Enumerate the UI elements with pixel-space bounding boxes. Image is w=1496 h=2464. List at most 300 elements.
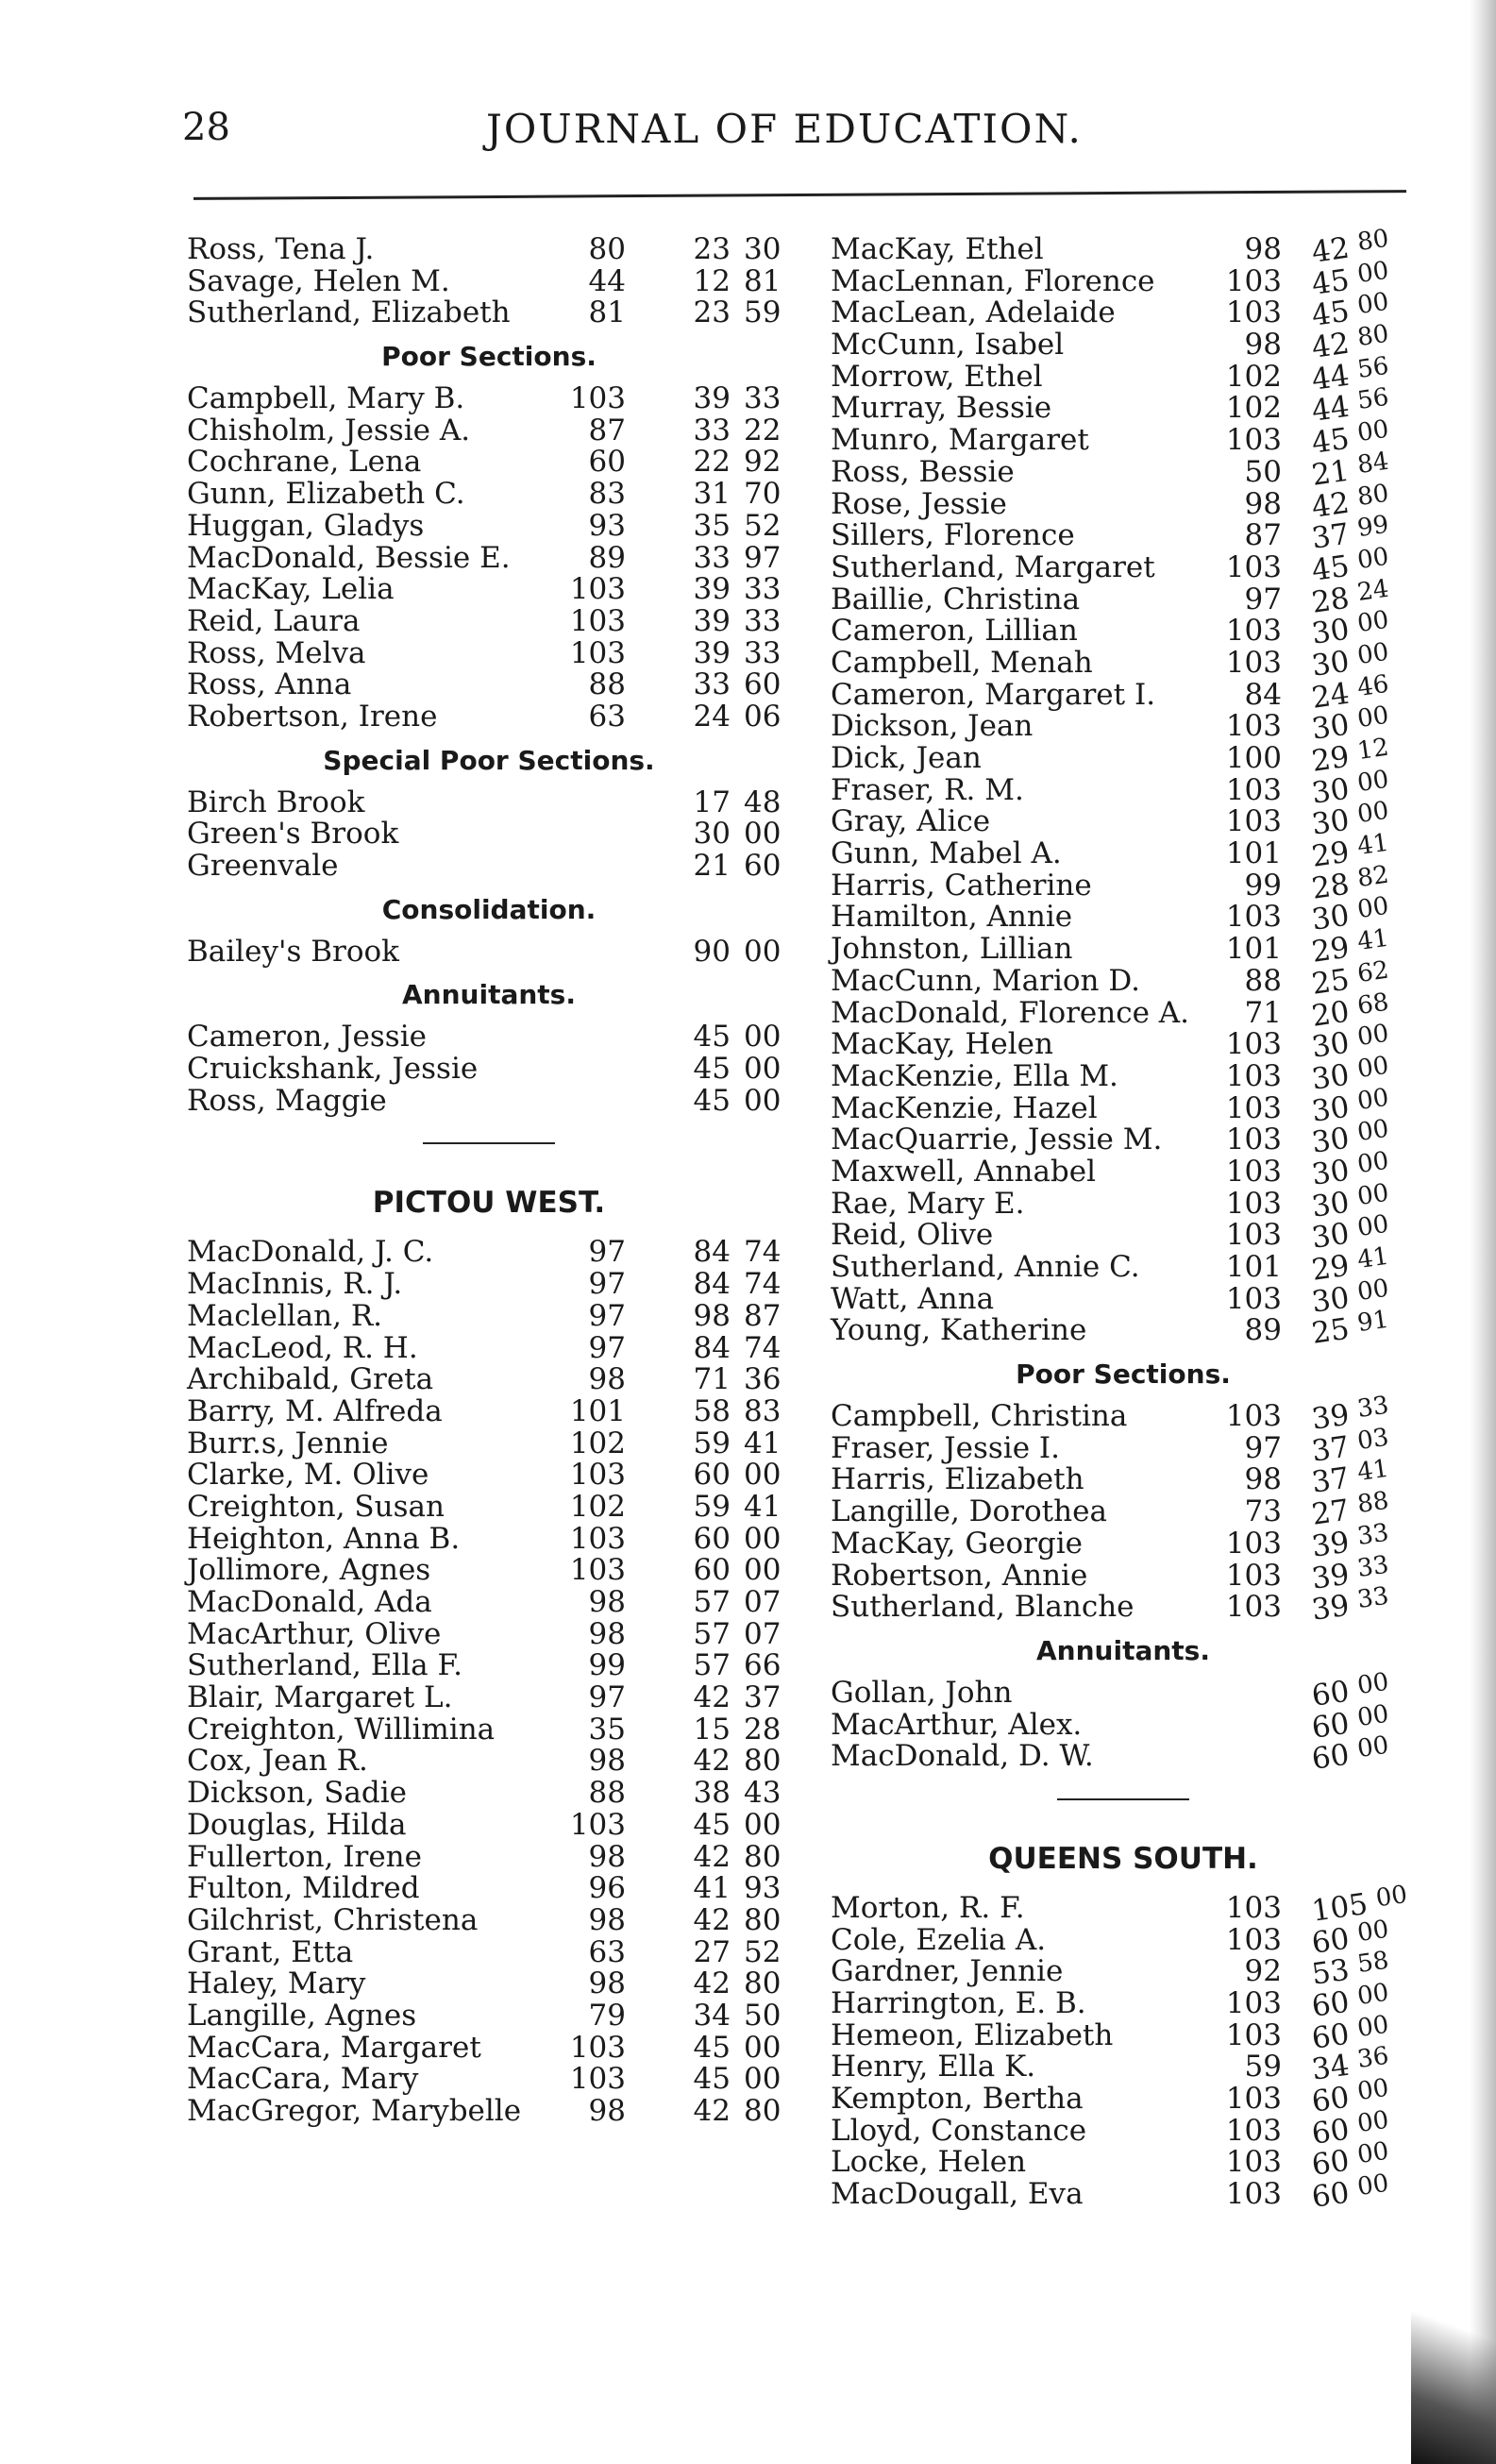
grant-cents: 00 bbox=[1355, 1178, 1391, 1211]
teacher-name: MacKay, Georgie bbox=[831, 1526, 1084, 1561]
grant-dollars: 23 bbox=[693, 232, 731, 266]
days-taught: 98 bbox=[1244, 486, 1282, 521]
grant-dollars: 29 bbox=[1309, 930, 1352, 970]
grant-cents: 80 bbox=[744, 1744, 782, 1779]
grant-cents: 00 bbox=[1373, 1880, 1409, 1914]
teacher-name: Kempton, Bertha bbox=[831, 2082, 1084, 2117]
table-row bbox=[831, 1947, 1416, 1993]
grant-cents: 00 bbox=[1355, 1978, 1391, 2012]
teacher-name: Huggan, Gladys bbox=[187, 508, 425, 543]
teacher-name: Reid, Laura bbox=[187, 603, 361, 638]
teacher-name: Ross, Maggie bbox=[187, 1083, 387, 1118]
days-taught: 97 bbox=[588, 1298, 626, 1333]
table-row bbox=[831, 1667, 1416, 1713]
teacher-name: MacDonald, Bessie E. bbox=[187, 540, 511, 575]
table-row bbox=[187, 1237, 791, 1269]
table-row bbox=[187, 787, 791, 819]
table-row bbox=[831, 1051, 1416, 1097]
teacher-name: MacCunn, Marion D. bbox=[831, 963, 1140, 998]
grant-cents: 46 bbox=[1355, 669, 1391, 702]
grant-dollars: 60 bbox=[1309, 2017, 1352, 2056]
grant-dollars: 60 bbox=[693, 1521, 731, 1556]
grant-dollars: 45 bbox=[1309, 548, 1352, 588]
grant-cents: 41 bbox=[1355, 1241, 1391, 1275]
grant-cents: 07 bbox=[744, 1616, 782, 1651]
table-row bbox=[831, 574, 1416, 620]
teacher-name: Clarke, M. Olive bbox=[187, 1458, 429, 1493]
teacher-name: Greenvale bbox=[187, 849, 339, 883]
days-taught: 87 bbox=[1244, 518, 1282, 553]
grant-dollars: 45 bbox=[693, 1020, 731, 1055]
grant-cents: 87 bbox=[744, 1298, 782, 1333]
teacher-name: Langille, Agnes bbox=[187, 1998, 417, 2033]
days-taught: 93 bbox=[588, 508, 626, 543]
table-row bbox=[831, 1486, 1416, 1532]
days-taught: 103 bbox=[1225, 1890, 1282, 1925]
grant-cents: 41 bbox=[744, 1489, 782, 1524]
table-row bbox=[187, 1778, 791, 1810]
grant-cents: 00 bbox=[744, 1020, 782, 1055]
grant-cents: 28 bbox=[744, 1712, 782, 1747]
days-taught: 87 bbox=[588, 413, 626, 447]
table-row bbox=[831, 605, 1416, 652]
table-row bbox=[831, 1699, 1416, 1746]
grant-cents: 33 bbox=[1355, 1550, 1391, 1583]
grant-dollars: 33 bbox=[693, 667, 731, 702]
teacher-name: MacInnis, R. J. bbox=[187, 1267, 403, 1302]
days-taught: 103 bbox=[569, 1458, 626, 1493]
days-taught: 98 bbox=[588, 1966, 626, 2001]
table-row bbox=[831, 1581, 1416, 1629]
table-row bbox=[187, 383, 791, 415]
days-taught: 103 bbox=[1225, 423, 1282, 458]
grant-dollars: 25 bbox=[1309, 1312, 1352, 1352]
table-row bbox=[187, 1555, 791, 1587]
grant-cents: 41 bbox=[744, 1426, 782, 1460]
teacher-name: MacLennan, Florence bbox=[831, 263, 1155, 298]
grant-dollars: 60 bbox=[1309, 2144, 1352, 2184]
table-row bbox=[831, 1518, 1416, 1564]
days-taught: 103 bbox=[1225, 772, 1282, 807]
grant-dollars: 42 bbox=[693, 1902, 731, 1937]
table-row bbox=[831, 1019, 1416, 1066]
days-taught: 97 bbox=[1244, 1430, 1282, 1465]
grant-dollars: 59 bbox=[693, 1426, 731, 1460]
grant-cents: 00 bbox=[1355, 1730, 1391, 1764]
days-taught: 98 bbox=[588, 1616, 626, 1651]
grant-dollars: 60 bbox=[1309, 1984, 1352, 2024]
table-row bbox=[831, 892, 1416, 938]
teacher-name: Cameron, Margaret I. bbox=[831, 677, 1156, 712]
grant-cents: 00 bbox=[1355, 892, 1391, 925]
teacher-name: Watt, Anna bbox=[831, 1281, 995, 1316]
table-row bbox=[831, 828, 1416, 874]
teacher-name: Sutherland, Blanche bbox=[831, 1590, 1135, 1625]
table-row bbox=[187, 1521, 791, 1556]
grant-cents: 00 bbox=[1355, 1019, 1391, 1053]
days-taught: 101 bbox=[569, 1393, 626, 1428]
table-row bbox=[187, 1714, 791, 1747]
teacher-name: Fullerton, Irene bbox=[187, 1839, 422, 1874]
grant-cents: 33 bbox=[744, 572, 782, 607]
grant-dollars: 60 bbox=[1309, 1674, 1352, 1713]
grant-dollars: 35 bbox=[693, 508, 731, 543]
grant-dollars: 84 bbox=[693, 1330, 731, 1365]
days-taught: 103 bbox=[1225, 1986, 1282, 2020]
grant-dollars: 39 bbox=[693, 572, 731, 607]
teacher-name: Morrow, Ethel bbox=[831, 359, 1043, 394]
teacher-name: Dickson, Jean bbox=[831, 709, 1034, 744]
grant-dollars: 24 bbox=[693, 699, 731, 734]
teacher-name: MacKenzie, Hazel bbox=[831, 1090, 1098, 1125]
table-row bbox=[187, 819, 791, 851]
grant-dollars: 24 bbox=[1309, 676, 1352, 716]
days-taught: 103 bbox=[569, 1521, 626, 1556]
table-row bbox=[187, 447, 791, 479]
table-row bbox=[187, 1330, 791, 1365]
grant-cents: 48 bbox=[744, 785, 782, 819]
grant-cents: 00 bbox=[1355, 1699, 1391, 1732]
table-row bbox=[831, 1083, 1416, 1129]
teacher-name: Fulton, Mildred bbox=[187, 1871, 420, 1906]
teacher-name: MacKay, Lelia bbox=[187, 572, 395, 607]
grant-cents: 33 bbox=[744, 381, 782, 416]
table-row bbox=[187, 2000, 791, 2033]
days-taught: 103 bbox=[569, 635, 626, 670]
table-row bbox=[831, 987, 1416, 1034]
grant-dollars: 21 bbox=[1309, 453, 1352, 493]
table-row bbox=[831, 1391, 1416, 1437]
days-taught: 103 bbox=[1225, 1027, 1282, 1062]
days-taught: 103 bbox=[1225, 1122, 1282, 1157]
table-row bbox=[187, 415, 791, 447]
table-row bbox=[187, 1650, 791, 1682]
grant-dollars: 34 bbox=[1309, 2049, 1352, 2088]
teacher-name: MacQuarrie, Jessie M. bbox=[831, 1122, 1163, 1157]
days-taught: 88 bbox=[588, 1776, 626, 1811]
grant-dollars: 34 bbox=[693, 1998, 731, 2033]
teacher-name: Gray, Alice bbox=[831, 804, 991, 839]
days-taught: 83 bbox=[588, 477, 626, 512]
grant-dollars: 39 bbox=[693, 603, 731, 638]
table-row bbox=[187, 603, 791, 638]
days-taught: 103 bbox=[1225, 804, 1282, 839]
grant-cents: 56 bbox=[1355, 383, 1391, 416]
table-row bbox=[187, 1460, 791, 1492]
days-taught: 102 bbox=[569, 1489, 626, 1524]
teacher-name: Munro, Margaret bbox=[831, 423, 1089, 458]
teacher-name: MacDonald, J. C. bbox=[187, 1235, 434, 1270]
grant-cents: 92 bbox=[744, 445, 782, 480]
grant-cents: 58 bbox=[1355, 1947, 1391, 1980]
table-row bbox=[187, 1269, 791, 1301]
grant-cents: 60 bbox=[744, 849, 782, 883]
table-row bbox=[831, 256, 1416, 302]
grant-cents: 00 bbox=[1355, 414, 1391, 448]
grant-dollars: 60 bbox=[1309, 2175, 1352, 2215]
days-taught: 88 bbox=[588, 667, 626, 702]
table-row bbox=[187, 1616, 791, 1651]
days-taught: 102 bbox=[1225, 359, 1282, 394]
days-taught: 101 bbox=[1225, 836, 1282, 871]
grant-dollars: 29 bbox=[1309, 835, 1352, 874]
teacher-name: Gunn, Mabel A. bbox=[831, 836, 1062, 871]
days-taught: 63 bbox=[588, 699, 626, 734]
grant-dollars: 45 bbox=[693, 1807, 731, 1842]
days-taught: 101 bbox=[1225, 932, 1282, 967]
grant-cents: 00 bbox=[1355, 256, 1391, 289]
grant-cents: 36 bbox=[1355, 2042, 1391, 2075]
grant-cents: 00 bbox=[744, 1521, 782, 1556]
grant-dollars: 84 bbox=[693, 1235, 731, 1270]
table-row bbox=[187, 2064, 791, 2096]
days-taught: 103 bbox=[1225, 1590, 1282, 1625]
teacher-name: Harris, Elizabeth bbox=[831, 1462, 1084, 1497]
grant-cents: 80 bbox=[744, 1966, 782, 2001]
grant-dollars: 57 bbox=[693, 1585, 731, 1619]
teacher-name: Douglas, Hilda bbox=[187, 1807, 407, 1842]
teacher-name: Creighton, Willimina bbox=[187, 1712, 496, 1747]
grant-cents: 00 bbox=[1355, 1274, 1391, 1307]
table-row bbox=[831, 1978, 1416, 2024]
days-taught: 97 bbox=[588, 1235, 626, 1270]
grant-cents: 66 bbox=[744, 1648, 782, 1683]
table-row bbox=[831, 319, 1416, 365]
teacher-name: MacArthur, Olive bbox=[187, 1616, 442, 1651]
table-row bbox=[831, 2042, 1416, 2088]
grant-dollars: 30 bbox=[1309, 1121, 1352, 1161]
teacher-name: Robertson, Annie bbox=[831, 1558, 1088, 1593]
grant-cents: 60 bbox=[744, 667, 782, 702]
teacher-name: Cole, Ezelia A. bbox=[831, 1922, 1047, 1957]
table-row bbox=[831, 479, 1416, 525]
grant-cents: 52 bbox=[744, 508, 782, 543]
grant-cents: 00 bbox=[1355, 637, 1391, 670]
days-taught: 100 bbox=[1225, 741, 1282, 775]
teacher-name: Ross, Bessie bbox=[831, 454, 1015, 489]
grant-dollars: 30 bbox=[1309, 771, 1352, 811]
days-taught: 84 bbox=[1244, 677, 1282, 712]
grant-dollars: 60 bbox=[693, 1553, 731, 1588]
header-rule bbox=[193, 190, 1406, 200]
table-row bbox=[187, 1587, 791, 1619]
grant-cents: 62 bbox=[1355, 955, 1391, 988]
grant-cents: 00 bbox=[744, 2062, 782, 2097]
teacher-name: MacCara, Mary bbox=[187, 2062, 419, 2097]
days-taught: 103 bbox=[1225, 645, 1282, 680]
days-taught: 103 bbox=[1225, 1526, 1282, 1561]
table-row bbox=[831, 224, 1416, 270]
grant-cents: 00 bbox=[744, 1807, 782, 1842]
grant-dollars: 42 bbox=[693, 1966, 731, 2001]
days-taught: 103 bbox=[569, 1553, 626, 1588]
grant-dollars: 45 bbox=[693, 2062, 731, 2097]
table-row bbox=[187, 1393, 791, 1428]
teacher-name: Campbell, Mary B. bbox=[187, 381, 465, 416]
page-corner-shadow bbox=[1411, 2152, 1496, 2464]
table-row bbox=[187, 701, 791, 734]
grant-cents: 56 bbox=[1355, 351, 1391, 384]
grant-cents: 00 bbox=[744, 1458, 782, 1493]
table-row bbox=[187, 1746, 791, 1778]
teacher-name: Murray, Bessie bbox=[831, 391, 1052, 426]
grant-dollars: 59 bbox=[693, 1489, 731, 1524]
table-row bbox=[187, 1968, 791, 2000]
grant-dollars: 39 bbox=[693, 635, 731, 670]
days-taught: 103 bbox=[1225, 2113, 1282, 2148]
grant-cents: 00 bbox=[1355, 605, 1391, 639]
days-taught: 103 bbox=[1225, 1218, 1282, 1253]
grant-dollars: 27 bbox=[1309, 1493, 1352, 1532]
days-taught: 98 bbox=[588, 1585, 626, 1619]
page-number: 28 bbox=[182, 106, 230, 149]
table-row bbox=[831, 733, 1416, 779]
table-row bbox=[831, 1306, 1416, 1352]
days-taught: 80 bbox=[588, 232, 626, 266]
table-row bbox=[187, 540, 791, 575]
grant-cents: 80 bbox=[744, 2094, 782, 2128]
days-taught: 97 bbox=[588, 1680, 626, 1715]
table-row bbox=[831, 1423, 1416, 1469]
table-row bbox=[187, 479, 791, 511]
grant-cents: 00 bbox=[1355, 2169, 1391, 2202]
grant-dollars: 33 bbox=[693, 540, 731, 575]
grant-cents: 00 bbox=[1355, 1146, 1391, 1179]
grant-dollars: 45 bbox=[1309, 295, 1352, 334]
grant-dollars: 45 bbox=[1309, 262, 1352, 302]
teacher-name: Haley, Mary bbox=[187, 1966, 366, 2001]
grant-dollars: 30 bbox=[1309, 612, 1352, 652]
teacher-name: Blair, Margaret L. bbox=[187, 1680, 453, 1715]
table-row bbox=[831, 383, 1416, 430]
table-row bbox=[831, 1146, 1416, 1192]
days-taught: 92 bbox=[1244, 1954, 1282, 1989]
table-row bbox=[831, 1455, 1416, 1501]
grant-cents: 80 bbox=[1355, 319, 1391, 353]
teacher-name: Fraser, Jessie I. bbox=[831, 1430, 1060, 1465]
table-row bbox=[187, 1682, 791, 1714]
grant-dollars: 39 bbox=[1309, 1557, 1352, 1596]
grant-dollars: 58 bbox=[693, 1393, 731, 1428]
section-heading: Special Poor Sections. bbox=[323, 744, 655, 776]
page-spine-shadow bbox=[1470, 0, 1496, 2464]
teacher-name: MacLeod, R. H. bbox=[187, 1330, 418, 1365]
grant-dollars: 22 bbox=[693, 445, 731, 480]
grant-cents: 80 bbox=[744, 1839, 782, 1874]
grant-cents: 00 bbox=[744, 1083, 782, 1118]
table-row bbox=[187, 574, 791, 606]
days-taught: 103 bbox=[569, 381, 626, 416]
teacher-name: MacDougall, Eva bbox=[831, 2177, 1084, 2212]
grant-cents: 70 bbox=[744, 477, 782, 512]
table-row bbox=[187, 1428, 791, 1460]
table-row bbox=[187, 1489, 791, 1524]
days-taught: 44 bbox=[588, 263, 626, 298]
page-header bbox=[182, 106, 1135, 162]
table-row bbox=[831, 765, 1416, 811]
teacher-name: Morton, R. F. bbox=[831, 1890, 1025, 1925]
table-row bbox=[831, 542, 1416, 588]
teacher-name: Campbell, Christina bbox=[831, 1399, 1128, 1434]
days-taught: 98 bbox=[588, 1902, 626, 1937]
days-taught: 96 bbox=[588, 1871, 626, 1906]
grant-dollars: 37 bbox=[1309, 516, 1352, 557]
grant-cents: 83 bbox=[744, 1393, 782, 1428]
table-row bbox=[831, 797, 1416, 843]
days-taught: 103 bbox=[569, 2030, 626, 2065]
grant-cents: 41 bbox=[1355, 923, 1391, 957]
teacher-name: Bailey's Brook bbox=[187, 934, 399, 969]
grant-cents: 00 bbox=[1355, 2105, 1391, 2138]
teacher-name: Gunn, Elizabeth C. bbox=[187, 477, 465, 512]
teacher-name: MacLean, Adelaide bbox=[831, 295, 1116, 330]
grant-cents: 50 bbox=[744, 1998, 782, 2033]
section-heading: Consolidation. bbox=[381, 893, 597, 925]
table-row bbox=[187, 1807, 791, 1842]
grant-cents: 80 bbox=[744, 1902, 782, 1937]
grant-dollars: 30 bbox=[693, 817, 731, 852]
grant-cents: 36 bbox=[744, 1362, 782, 1397]
teacher-name: Heighton, Anna B. bbox=[187, 1521, 461, 1556]
days-taught: 103 bbox=[569, 572, 626, 607]
grant-cents: 37 bbox=[744, 1680, 782, 1715]
grant-cents: 00 bbox=[744, 817, 782, 852]
teacher-name: Jollimore, Agnes bbox=[187, 1553, 431, 1588]
grant-cents: 00 bbox=[744, 934, 782, 969]
grant-cents: 80 bbox=[1355, 224, 1391, 258]
teacher-name: Henry, Ella K. bbox=[831, 2050, 1036, 2084]
days-taught: 98 bbox=[1244, 232, 1282, 266]
grant-cents: 00 bbox=[1355, 701, 1391, 734]
grant-dollars: 39 bbox=[1309, 1397, 1352, 1437]
grant-dollars: 25 bbox=[1309, 962, 1352, 1002]
grant-cents: 91 bbox=[1355, 1306, 1391, 1339]
grant-cents: 00 bbox=[744, 1052, 782, 1087]
teacher-name: MacDonald, D. W. bbox=[831, 1739, 1094, 1774]
teacher-name: Cochrane, Lena bbox=[187, 445, 422, 480]
grant-dollars: 60 bbox=[1309, 1737, 1352, 1778]
teacher-name: Dick, Jean bbox=[831, 741, 982, 775]
table-row bbox=[187, 1839, 791, 1874]
days-taught: 103 bbox=[1225, 900, 1282, 935]
grant-dollars: 38 bbox=[693, 1776, 731, 1811]
teacher-name: Campbell, Menah bbox=[831, 645, 1093, 680]
teacher-name: Birch Brook bbox=[187, 785, 365, 819]
table-row bbox=[831, 1210, 1416, 1257]
days-taught: 103 bbox=[1225, 1281, 1282, 1316]
teacher-name: MacCara, Margaret bbox=[187, 2030, 481, 2065]
grant-dollars: 30 bbox=[1309, 1153, 1352, 1192]
days-taught: 97 bbox=[1244, 582, 1282, 616]
grant-dollars: 37 bbox=[1309, 1429, 1352, 1469]
days-taught: 73 bbox=[1244, 1494, 1282, 1529]
grant-dollars: 90 bbox=[693, 934, 731, 969]
table-row bbox=[187, 934, 791, 969]
days-taught: 98 bbox=[588, 2094, 626, 2128]
days-taught: 89 bbox=[1244, 1313, 1282, 1348]
teacher-name: MacKay, Ethel bbox=[831, 232, 1044, 266]
grant-cents: 00 bbox=[1355, 2073, 1391, 2107]
teacher-name: Reid, Olive bbox=[831, 1218, 994, 1253]
teacher-name: Fraser, R. M. bbox=[831, 772, 1024, 807]
table-row bbox=[187, 1083, 791, 1118]
table-row bbox=[831, 2169, 1416, 2215]
left-column bbox=[187, 234, 791, 2128]
teacher-name: Dickson, Sadie bbox=[187, 1776, 407, 1811]
days-taught: 103 bbox=[1225, 1154, 1282, 1189]
grant-cents: 00 bbox=[1355, 1667, 1391, 1700]
teacher-name: Chisholm, Jessie A. bbox=[187, 413, 471, 447]
